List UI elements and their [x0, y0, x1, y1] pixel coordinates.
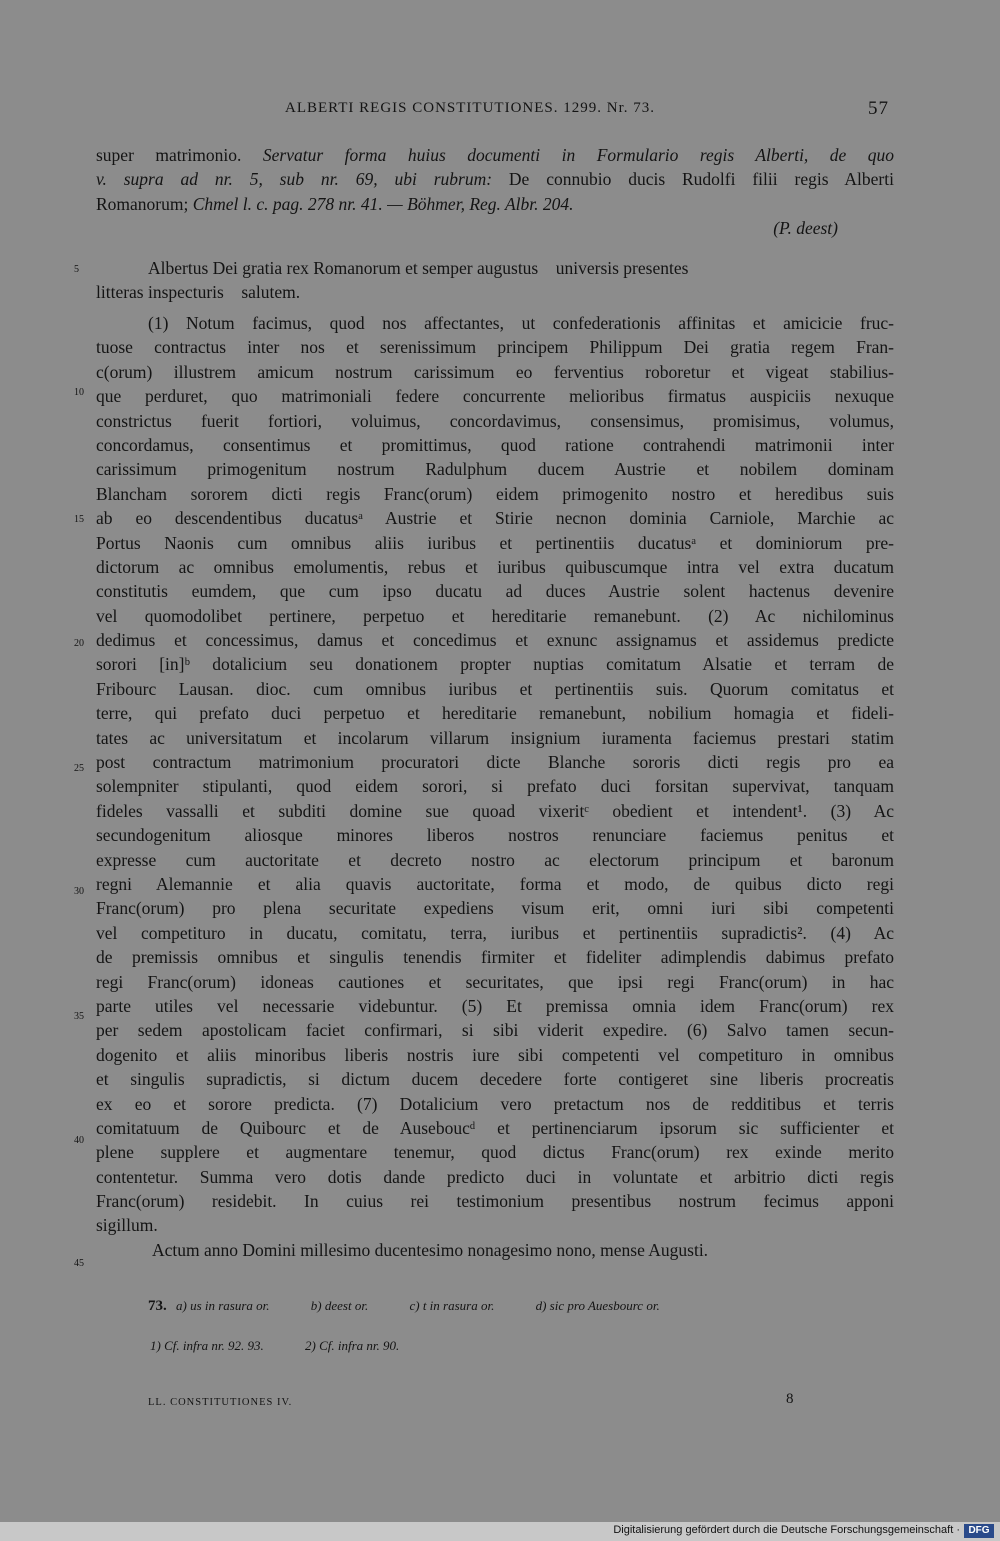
intro-line: v. supra ad nr. 5, sub nr. 69, ubi rubrum: De connubio ducis Rudolfi filii regis Alberti: [96, 169, 894, 190]
critical-apparatus: [148, 1298, 698, 1315]
page-number: 57: [868, 98, 889, 119]
note-a: a) us in rasura or.: [176, 1298, 270, 1313]
text-line: c(orum) illustrem amicum nostrum carissimum eo ferventius roboretur et vigeat stabilius-: [96, 361, 894, 382]
opening-line: Albertus Dei gratia rex Romanorum et semper augustus universis presentes: [148, 258, 689, 278]
text-line: constrictus fuerit fortiori, voluimus, concordavimus, consensimus, promisimus, volumus,: [96, 410, 894, 431]
text-line: fideles vassalli et subditi domine sue quoad vixeritᶜ obedient et intendent¹. (3) Ac: [96, 800, 894, 821]
margin-line-number: 5: [74, 264, 79, 275]
text-line: (1) Notum facimus, quod nos affectantes, ut confederationis affinitas et amicicie fruc-: [148, 313, 894, 333]
footnote-2: 2) Cf. infra nr. 90.: [305, 1338, 400, 1353]
text-line: plene supplere et augmentare tenemur, quod dictus Franc(orum) rex exinde merito: [96, 1142, 894, 1163]
opening-protocol: [96, 256, 894, 305]
text-line: carissimum primogenitum nostrum Radulphum ducem Austrie et nobilem dominam: [96, 459, 894, 480]
text-line: per sedem apostolicam faciet confirmari, si sibi viderit expedire. (6) Salvo tamen secun-: [96, 1020, 894, 1041]
text-line: vel quomodolibet pertinere, perpetuo et hereditarie remanebunt. (2) Ac nichilominus: [96, 605, 894, 626]
text-line: tuose contractus inter nos et serenissimum principem Philippum Dei gratia regem Fran-: [96, 337, 894, 358]
text-line: terre, qui prefato duci perpetuo et hereditarie remanebunt, nobilium homagia et fideli-: [96, 703, 894, 724]
text-line: de premissis omnibus et singulis tenendis firmiter et fideliter adimplendis dabimus prefato: [96, 947, 894, 968]
dating-clause: Actum anno Domini millesimo ducentesimo nonagesimo nono, mense Augusti.: [152, 1239, 709, 1260]
margin-line-number: 45: [74, 1258, 84, 1269]
text-line: regni Alemannie et alia quavis auctoritate, forma et modo, de quibus dicto regi: [96, 873, 894, 894]
text-line: solempniter stipulanti, quod eidem sorori, si prefato duci forsitan supervivat, tanquam: [96, 776, 894, 797]
text-line: Franc(orum) pro plena securitate expediens visum erit, omni iuri sibi competenti: [96, 898, 894, 919]
note-c: c) t in rasura or.: [409, 1298, 495, 1313]
text-line: dogenito et aliis minoribus liberis nostris iure sibi competenti vel competituro in omnibus: [96, 1044, 894, 1065]
note-d: d) sic pro Auesbourc or.: [535, 1298, 660, 1313]
text-line: Portus Naonis cum omnibus aliis iuribus et pertinentiis ducatusᵃ et dominiorum pre-: [96, 532, 894, 553]
text-line: contentetur. Summa vero dotis dande predicto duci in voluntate et arbitrio dicti regis: [96, 1166, 894, 1187]
text-line: regi Franc(orum) idoneas cautiones et securitates, que ipsi regi Franc(orum) in hac: [96, 971, 894, 992]
margin-line-number: 40: [74, 1135, 84, 1146]
text-line: tates ac universitatum et incolarum villarum insignium iuramenta faciemus prestari statim: [96, 727, 894, 748]
margin-line-number: 15: [74, 514, 84, 525]
text-line: concordamus, consentimus et promittimus, quod ratione contrahendi matrimonii inter: [96, 434, 894, 455]
text-line: constitutis eumdem, que cum ipso ducatu ad duces Austrie solent hactenus devenire: [96, 581, 894, 602]
text-line: dictorum ac omnibus emolumentis, rebus et iuribus quibuscumque intra vel extra ducatum: [96, 556, 894, 577]
text-line: sigillum.: [96, 1215, 158, 1236]
header-title: ALBERTI REGIS CONSTITUTIONES. 1299. Nr. 73.: [285, 100, 656, 116]
margin-line-number: 35: [74, 1011, 84, 1022]
signature-line: LL. CONSTITUTIONES IV.: [148, 1397, 293, 1408]
text-line: que perduret, quo matrimoniali federe concurrente melioribus firmatus auspiciis nexuque: [96, 386, 894, 407]
text-line: sorori [in]ᵇ dotalicium seu donationem propter nuptias comitatum Alsatie et terram de: [96, 654, 894, 675]
note-b: b) deest or.: [310, 1298, 369, 1313]
text-line: et singulis supradictis, si dictum ducem decedere forte contigeret sine liberis procreatis: [96, 1069, 894, 1090]
text-line: Blancham sororem dicti regis Franc(orum) eidem primogenito nostro et heredibus suis: [96, 483, 894, 504]
dfg-logo[interactable]: DFG: [964, 1524, 994, 1538]
text-line: secundogenitum aliosque minores liberos nostros renunciare faciemus penitus et: [96, 825, 894, 846]
text-line: parte utiles vel necessarie videbuntur. (5) Et premissa omnia idem Franc(orum) rex: [96, 995, 894, 1016]
margin-line-number: 20: [74, 638, 84, 649]
margin-line-number: 30: [74, 886, 84, 897]
text-line: Franc(orum) residebit. In cuius rei testimonium presentibus nostrum fecimus apponi: [96, 1191, 894, 1212]
text-line: ex eo et sorore predicta. (7) Dotalicium vero pretactum nos de redditibus et terris: [96, 1093, 894, 1114]
text-line: Fribourc Lausan. dioc. cum omnibus iuribus et pertinentiis suis. Quorum comitatus et: [96, 678, 894, 699]
margin-line-number: 25: [74, 763, 84, 774]
intro-line: super matrimonio. Servatur forma huius documenti in Formulario regis Alberti, de quo: [96, 145, 895, 165]
sheet-number: 8: [786, 1391, 794, 1407]
intro-line: Romanorum; Chmel l. c. pag. 278 nr. 41. — Böhmer, Reg. Albr. 204.: [96, 193, 574, 214]
text-line: dedimus et concessimus, damus et concedimus et exnunc assignamus et assidemus predicte: [96, 630, 894, 651]
text-line: ab eo descendentibus ducatusᵃ Austrie et Stirie necnon dominia Carniole, Marchie ac: [96, 508, 894, 529]
footnote-1: 1) Cf. infra nr. 92. 93.: [150, 1338, 264, 1353]
dfg-funding-bar: [0, 1522, 1000, 1541]
footnotes: [150, 1338, 437, 1354]
intro-source-note: (P. deest): [773, 218, 838, 239]
funding-text: Digitalisierung gefördert durch die Deutsche Forschungsgemeinschaft ·: [613, 1524, 960, 1536]
charter-text: [96, 311, 894, 1262]
document-number: 73.: [148, 1298, 167, 1314]
text-line: comitatuum de Quibourc et de Auseboucᵈ et pertinenciarum ipsorum sic sufficienter et: [96, 1117, 894, 1138]
margin-line-number: 10: [74, 387, 84, 398]
opening-line: litteras inspecturis salutem.: [96, 282, 301, 303]
text-line: post contractum matrimonium procuratori dicte Blanche sororis dicti regis pro ea: [96, 752, 894, 773]
editorial-intro: [96, 143, 894, 241]
text-line: expresse cum auctoritate et decreto nostro ac electorum principum et baronum: [96, 849, 894, 870]
text-line: vel competituro in ducatu, comitatu, terra, iuribus et pertinentiis supradictis². (4) Ac: [96, 922, 894, 943]
